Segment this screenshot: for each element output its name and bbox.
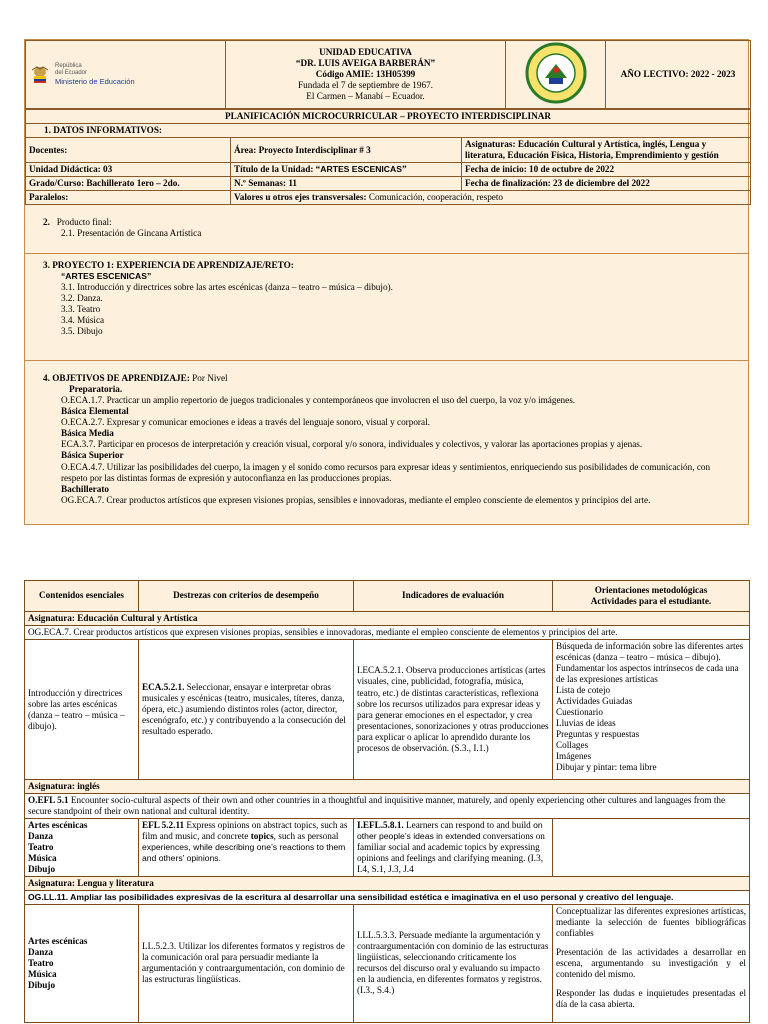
ministry-line2: del Ecuador	[55, 70, 88, 77]
unit-title	[231, 163, 462, 177]
section3-item-2: 3.2. Danza.	[61, 292, 103, 303]
school-name: “DR. LUIS AVEIGA BARBERÁN”	[295, 57, 436, 68]
section2-heading: Producto final:	[56, 217, 112, 228]
section3-item-1: 3.1. Introducción y directrices sobre las artes escénicas (danza – teatro – música – dibujo).	[61, 281, 393, 292]
objective-preparatoria: O.ECA.1.7. Practicar un amplio repertorio de juegos tradicionales y contemporáneos que involucren el uso del cuerpo, la voz y/o imágenes.	[61, 395, 576, 406]
level-preparatoria: Preparatoria.	[69, 384, 123, 395]
ministry-name: Ministerio de Educación	[55, 77, 135, 87]
skill-efl: EFL 5.2.11 Express opinions on abstract topics, such as film and music, and concrete topics, such as personal experiences, while describing one’s reactions to them and others’ opinions.	[139, 819, 354, 877]
objective-basica-elemental: O.ECA.2.7. Expresar y comunicar emociones e ideas a través del lenguaje sonoro, visual y corporal.	[61, 417, 430, 428]
values-text: Comunicación, cooperación, respeto	[366, 192, 504, 203]
section3	[25, 254, 748, 361]
level-bachillerato: Bachillerato	[61, 483, 109, 494]
header-table	[25, 40, 751, 109]
col-indicadores: Indicadores de evaluación	[354, 581, 553, 612]
curriculum-table	[24, 580, 750, 1023]
skill-eca: ECA.5.2.1. Seleccionar, ensayar e interpretar obras musicales y escénicas (teatro, musicales, títeres, danza, ópera, etc.) asumiendo distintos roles (actor, director, escenógrafo, etc.) y contribuyendo a la consecución del resultado esperado.	[139, 640, 354, 780]
paralelos: Paralelos:	[26, 191, 231, 205]
asignaturas: Asignaturas: Educación Cultural y Artística, inglés, Lengua y literatura, Educación Física, Historia, Emprendimiento y gestión	[462, 138, 751, 163]
school-year: AÑO LECTIVO: 2022 - 2023	[606, 41, 751, 109]
start-date: Fecha de inicio: 10 de octubre de 2022	[462, 163, 751, 177]
section3-subtitle: “ARTES ESCENICAS”	[61, 271, 152, 282]
section4-suffix: Por Nivel	[189, 373, 228, 384]
school-info	[226, 41, 506, 109]
activity-item: Dibujar y pintar: tema libre	[556, 762, 657, 773]
curriculum-table-wrap	[24, 580, 749, 1023]
activity-item: Búsqueda de información sobre las diferentes artes escénicas (danza – teatro – música – dibujo).	[556, 641, 744, 663]
activity-item: Conceptualizar las diferentes expresiones artísticas, mediante la selección de fuentes bibliográficas confiables	[556, 905, 746, 938]
objective-bachillerato: OG.ECA.7. Crear productos artísticos que expresen visiones propias, sensibles e innovadoras, mediante el empleo consciente de elementos y principios del arte.	[61, 494, 651, 505]
objective-ll: OG.LL.11. Ampliar las posibilidades expresivas de la escritura al desarrollar una sensibilidad estética e imaginativa en el uso personal y creativo del lenguaje.	[25, 891, 750, 904]
objective-basica-superior: O.ECA.4.7. Utilizar las posibilidades del cuerpo, la imagen y el sonido como recursos para expresar ideas y sentimientos, enriqueciendo sus posibilidades de comunicación, con respeto por las distintas formas de expresión y autoconfianza en las producciones propias.	[61, 461, 711, 483]
section3-item-3: 3.3. Teatro	[61, 303, 101, 314]
objective-efl: O.EFL 5.1 Encounter socio-cultural aspects of their own and other countries in a thoughtful and inquisitive manner, maturely, and openly experiencing other cultures and languages from the secure standpoint of their own national and cultural identity.	[25, 794, 750, 819]
unit-title-end: ”	[401, 164, 407, 175]
skill-ll: LL.5.2.3. Utilizar los diferentes formatos y registros de la comunicación oral para persuadir mediante la argumentación y contraargumentación, con dominio de las estructuras lingüísticas.	[139, 904, 354, 1022]
activities-ll	[553, 904, 750, 1022]
end-date: Fecha de finalización: 23 de diciembre del 2022	[462, 177, 751, 191]
subject-eca: Asignatura: Educación Cultural y Artística	[25, 612, 750, 626]
section3-heading: 3. PROYECTO 1: EXPERIENCIA DE APRENDIZAJE/RETO:	[43, 260, 294, 271]
indicator-ll: I.LL.5.3.3. Persuade mediante la argumentación y contraargumentación con dominio de las estructuras lingüísticas, seleccionando críticamente los recursos del discurso oral y evaluando su impacto en la audiencia, en diferentes formatos y registros. (I.3., S.4.)	[354, 904, 553, 1022]
col-contenidos: Contenidos esenciales	[25, 581, 139, 612]
amie-code: Código AMIE: 13H05399	[315, 69, 416, 79]
activity-item: Responder las dudas e inquietudes presentadas el día de la casa abierta.	[556, 987, 746, 1009]
activity-item: Collages	[556, 740, 589, 751]
indicator-eca: I.ECA.5.2.1. Observa producciones artísticas (artes visuales, cine, publicidad, fotografía, música, teatro, etc.) de distintas características, reflexiona sobre los recursos utilizados para expresar ideas y para generar emociones en el espectador, y crea presentaciones, sonorizaciones y otras producciones para explicar o aplicar lo aprendido durante los procesos de observación. (S.3., I.1.)	[354, 640, 553, 780]
grade: Grado/Curso: Bachillerato 1ero – 2do.	[26, 177, 231, 191]
founded-date: Fundada el 7 de septiembre de 1967.	[298, 80, 433, 91]
section2-num: 2.	[43, 217, 50, 228]
activity-item: Presentación de las actividades a desarrollar en escena, argumentando su investigación y el contenido del mismo.	[556, 946, 746, 979]
activity-item: Lista de cotejo	[556, 685, 611, 696]
ministry-logo	[26, 41, 226, 109]
col-orientaciones: Orientaciones metodológicas Actividades para el estudiante.	[553, 581, 750, 612]
ecuador-coat-of-arms-icon	[29, 64, 51, 86]
activities-eca	[553, 640, 750, 780]
plan-title: PLANIFICACIÓN MICROCURRICULAR – PROYECTO INTERDISCIPLINAR	[26, 110, 751, 124]
indicator-efl: I.EFL.5.8.1. Learners can respond to and build on other people’s ideas in extended conversations on familiar social and academic topics by expressing opinions and feelings and clarifying meaning. (I.3, I.4, S.1, J.3, J.4	[354, 819, 553, 877]
level-basica-media: Básica Media	[61, 428, 114, 439]
content-efl: Artes escénicas Danza Teatro Música Dibujo	[25, 819, 139, 877]
data-table	[25, 109, 751, 205]
school-type: UNIDAD EDUCATIVA	[319, 46, 412, 57]
section1-heading: 1. DATOS INFORMATIVOS:	[26, 124, 751, 138]
unidad-didactica: Unidad Didáctica: 03	[26, 163, 231, 177]
school-crest	[506, 41, 606, 109]
activities-efl	[553, 819, 750, 877]
activity-item: Cuestionario	[556, 707, 603, 718]
content-eca: Introducción y directrices sobre las artes escénicas (danza – teatro – música – dibujo).	[25, 640, 139, 780]
section4	[25, 361, 748, 509]
unit-title-value: ARTES ESCENICAS	[320, 164, 402, 175]
docentes-label: Docentes:	[26, 138, 231, 163]
values	[231, 191, 751, 205]
activity-item: Actividades Guiadas	[556, 696, 633, 707]
planning-form	[24, 39, 749, 525]
school-crest-icon	[525, 42, 587, 104]
content-ll: Artes escénicas Danza Teatro Música Dibujo	[25, 904, 139, 1022]
unit-title-label: Título de la Unidad: “	[234, 164, 321, 175]
activity-item: Fundamentar los aspectos intrínsecos de cada una de las expresiones artísticas	[556, 663, 739, 685]
activity-item: Preguntas y respuestas	[556, 729, 640, 740]
activity-item: Imágenes	[556, 751, 592, 762]
objective-eca: OG.ECA.7. Crear productos artísticos que expresen visiones propias, sensibles e innovadoras, mediante el empleo consciente de elementos y principios del arte.	[25, 626, 750, 640]
area: Área: Proyecto Interdisciplinar # 3	[231, 138, 462, 163]
school-location: El Carmen – Manabí – Ecuador.	[306, 91, 425, 102]
col-destrezas: Destrezas con criterios de desempeño	[139, 581, 354, 612]
values-label: Valores u otros ejes transversales:	[234, 192, 367, 203]
section3-item-5: 3.5. Dibujo	[61, 325, 103, 336]
section3-item-4: 3.4. Música	[61, 314, 105, 325]
section2	[25, 205, 748, 254]
level-basica-elemental: Básica Elemental	[61, 406, 129, 417]
ministry-line1: República	[55, 62, 82, 69]
section2-item: 2.1. Presentación de Gincana Artística	[61, 228, 202, 239]
subject-ll: Asignatura: Lengua y literatura	[25, 877, 750, 891]
weeks: N.º Semanas: 11	[231, 177, 462, 191]
activity-item: Lluvias de ideas	[556, 718, 616, 729]
level-basica-superior: Básica Superior	[61, 450, 124, 461]
objective-basica-media: ECA.3.7. Participar en procesos de interpretación y creación visual, corporal y/o sonora, individuales y colectivos, y valorar las aportaciones propias y ajenas.	[61, 439, 643, 450]
subject-efl: Asignatura: inglés	[25, 780, 750, 794]
section4-heading: 4. OBJETIVOS DE APRENDIZAJE:	[43, 373, 190, 384]
